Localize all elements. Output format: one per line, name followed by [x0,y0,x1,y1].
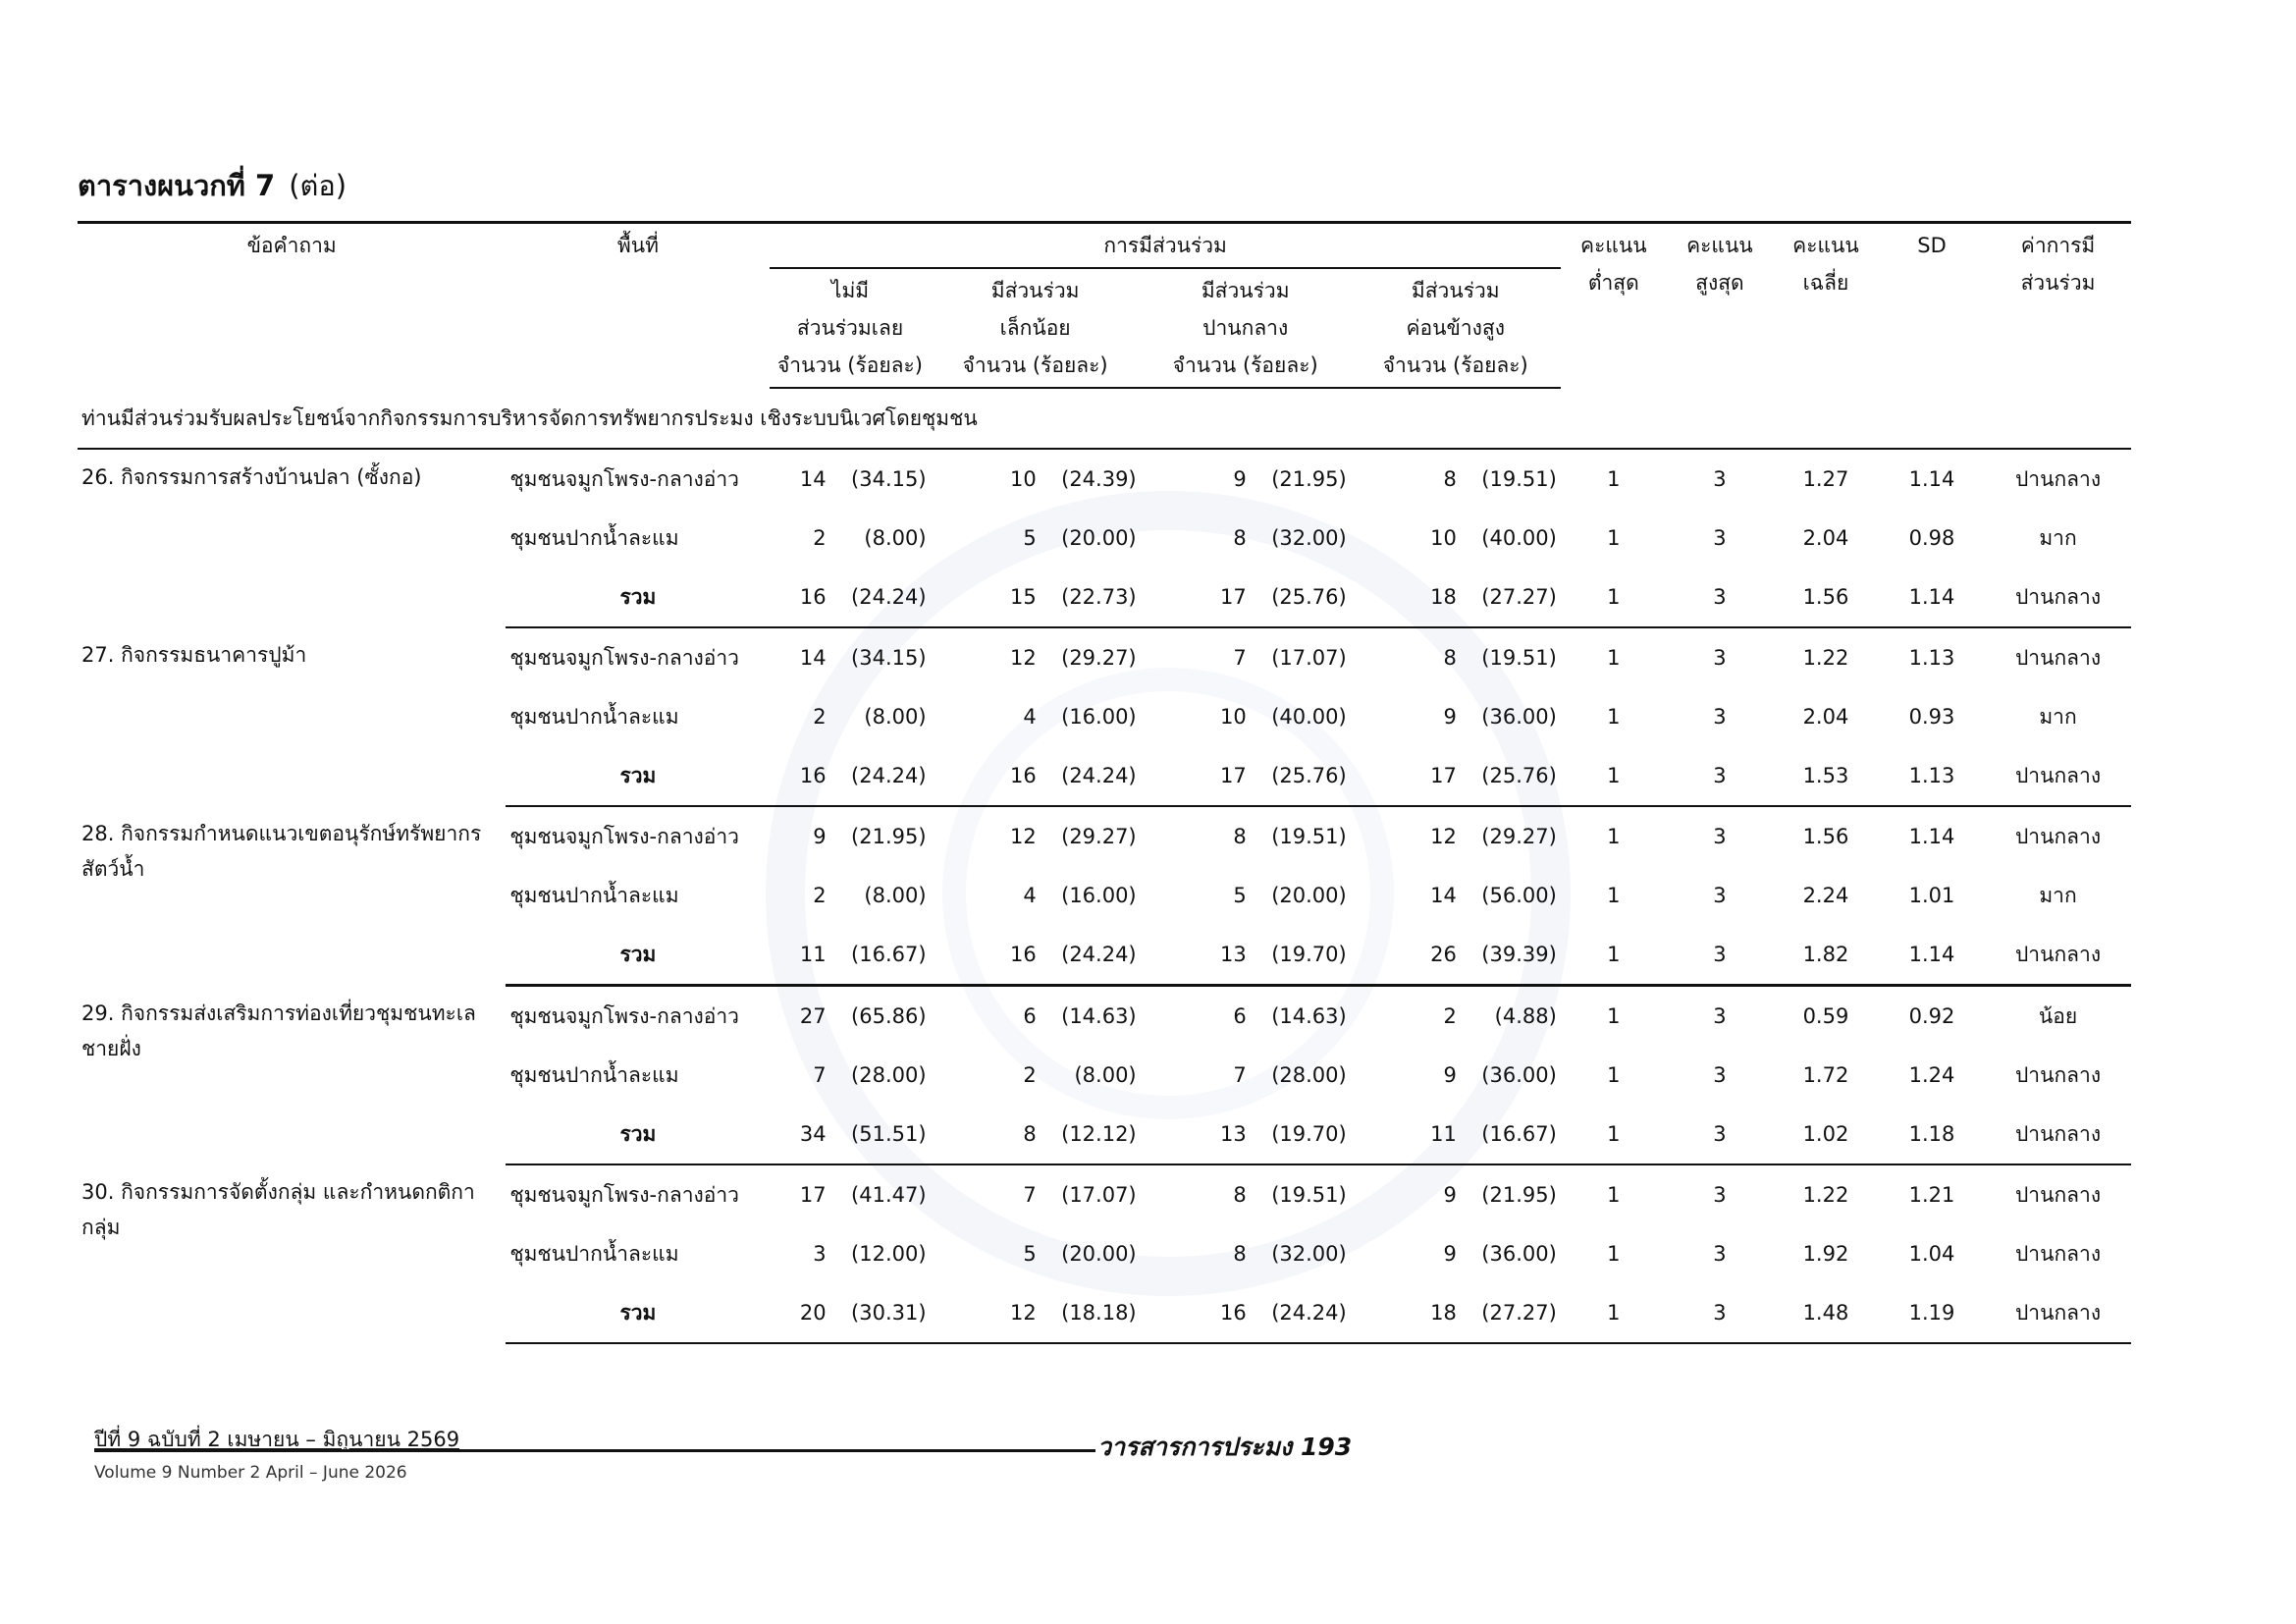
cell-mean: 1.22 [1802,646,1849,670]
cell-p2: (16.00) [1061,884,1137,907]
cell-n2: 8 [931,1105,1041,1164]
cell-p3: (24.24) [1251,1283,1351,1343]
question-cell: 29. กิจกรรมส่งเสริมการท่องเที่ยวชุมชนทะเลชายฝั่ง [81,1001,476,1060]
cell-sd: 1.14 [1879,568,1985,627]
header-level: ค่าการมี ส่วนร่วม [2020,234,2096,295]
table-row [78,806,2131,866]
footer-journal: วารสารการประมง 193 [1097,1433,1353,1461]
cell-p1: (21.95) [851,825,927,848]
cell-max: 3 [1713,1183,1727,1207]
cell-n2: 4 [1023,705,1037,729]
footer-issue-en: Volume 9 Number 2 April – June 2026 [94,1463,407,1483]
cell-n3: 17 [1141,746,1251,806]
header-question: ข้อคำถาม [246,234,337,257]
cell-mean: 2.04 [1802,705,1849,729]
cell-max: 3 [1667,925,1773,986]
cell-sd: 0.92 [1908,1004,1955,1028]
cell-n3: 10 [1220,705,1247,729]
cell-n3: 5 [1233,884,1247,907]
cell-p2: (29.27) [1061,825,1137,848]
cell-min: 1 [1607,646,1621,670]
cell-n4: 18 [1351,568,1461,627]
cell-mean: 2.24 [1802,884,1849,907]
cell-min: 1 [1607,1183,1621,1207]
cell-p2: (16.00) [1061,705,1137,729]
header-sd: SD [1917,234,1947,257]
cell-level: ปานกลาง [1985,1105,2131,1164]
cell-level: น้อย [2038,1003,2078,1028]
cell-n3: 13 [1141,925,1251,986]
cell-n1: 34 [770,1105,829,1164]
cell-p3: (20.00) [1271,884,1347,907]
cell-n4: 9 [1443,1063,1457,1087]
cell-n2: 12 [1009,646,1037,670]
cell-p2: (24.39) [1061,467,1137,491]
cell-sd: 1.18 [1879,1105,1985,1164]
cell-p2: (24.24) [1041,746,1141,806]
cell-n3: 13 [1141,1105,1251,1164]
cell-min: 1 [1561,746,1667,806]
header-level-moderate: มีส่วนร่วม ปานกลาง จำนวน (ร้อยละ) [1141,268,1351,388]
area-cell: ชุมชนปากน้ำละแม [509,1241,679,1266]
cell-p2: (24.24) [1041,925,1141,986]
cell-max: 3 [1667,746,1773,806]
cell-p2: (20.00) [1061,526,1137,550]
cell-p2: (12.12) [1041,1105,1141,1164]
cell-min: 1 [1607,884,1621,907]
cell-mean: 1.56 [1802,825,1849,848]
cell-sd: 1.21 [1908,1183,1955,1207]
cell-n2: 12 [1009,825,1037,848]
cell-p2: (20.00) [1061,1242,1137,1266]
cell-level: ปานกลาง [2014,824,2102,848]
cell-p3: (32.00) [1271,1242,1347,1266]
cell-sd: 0.98 [1908,526,1955,550]
cell-level: ปานกลาง [1985,568,2131,627]
cell-p4: (40.00) [1481,526,1557,550]
cell-mean: 1.02 [1773,1105,1879,1164]
cell-mean: 1.22 [1802,1183,1849,1207]
cell-max: 3 [1713,646,1727,670]
area-cell: ชุมชนปากน้ำละแม [509,1062,679,1087]
cell-sd: 1.14 [1908,467,1955,491]
cell-n3: 8 [1233,1183,1247,1207]
cell-p1: (8.00) [864,884,927,907]
cell-p1: (24.24) [830,746,931,806]
cell-p1: (24.24) [830,568,931,627]
header-participation: การมีส่วนร่วม [770,223,1560,269]
cell-n1: 20 [770,1283,829,1343]
cell-max: 3 [1713,467,1727,491]
cell-n2: 16 [931,925,1041,986]
cell-mean: 1.53 [1773,746,1879,806]
cell-p2: (18.18) [1041,1283,1141,1343]
cell-n1: 14 [799,646,827,670]
cell-min: 1 [1607,825,1621,848]
cell-level: มาก [2039,525,2077,550]
cell-max: 3 [1713,705,1727,729]
cell-p3: (19.70) [1251,1105,1351,1164]
cell-p4: (39.39) [1461,925,1561,986]
area-cell: ชุมชนปากน้ำละแม [509,883,679,907]
cell-sd: 1.19 [1879,1283,1985,1343]
cell-n2: 5 [1023,1242,1037,1266]
cell-n3: 8 [1233,825,1247,848]
table-row [78,627,2131,687]
cell-max: 3 [1713,1004,1727,1028]
cell-n4: 18 [1351,1283,1461,1343]
cell-p1: (34.15) [851,646,927,670]
cell-p4: (36.00) [1481,1063,1557,1087]
cell-mean: 1.56 [1773,568,1879,627]
cell-sd: 1.14 [1879,925,1985,986]
cell-p4: (16.67) [1461,1105,1561,1164]
cell-p1: (16.67) [830,925,931,986]
cell-n4: 26 [1351,925,1461,986]
cell-sd: 1.24 [1908,1063,1955,1087]
cell-p3: (25.76) [1251,568,1351,627]
cell-min: 1 [1561,1283,1667,1343]
cell-p4: (21.95) [1481,1183,1557,1207]
cell-p1: (28.00) [851,1063,927,1087]
title-continued: (ต่อ) [289,169,347,202]
table-body [78,388,2131,1343]
cell-p4: (56.00) [1481,884,1557,907]
cell-n3: 17 [1141,568,1251,627]
cell-max: 3 [1713,884,1727,907]
cell-n4: 17 [1351,746,1461,806]
cell-p4: (29.27) [1481,825,1557,848]
cell-max: 3 [1713,825,1727,848]
cell-sd: 1.13 [1908,646,1955,670]
cell-n3: 7 [1233,646,1247,670]
cell-min: 1 [1561,568,1667,627]
cell-n2: 16 [931,746,1041,806]
cell-n4: 8 [1443,646,1457,670]
intro-row [78,388,2131,449]
area-cell: ชุมชนจมูกโพรง-กลางอ่าว [509,824,739,848]
cell-n1: 16 [770,568,829,627]
cell-max: 3 [1713,1063,1727,1087]
cell-n3: 8 [1233,526,1247,550]
cell-n2: 10 [1009,467,1037,491]
cell-min: 1 [1607,526,1621,550]
header-level-little: มีส่วนร่วม เล็กน้อย จำนวน (ร้อยละ) [931,268,1141,388]
area-cell: ชุมชนปากน้ำละแม [509,525,679,550]
cell-n3: 16 [1141,1283,1251,1343]
cell-max: 3 [1713,526,1727,550]
cell-n1: 2 [813,526,827,550]
cell-max: 3 [1667,568,1773,627]
area-cell: ชุมชนจมูกโพรง-กลางอ่าว [509,645,739,670]
cell-min: 1 [1607,467,1621,491]
cell-mean: 0.59 [1802,1004,1849,1028]
cell-n4: 14 [1430,884,1457,907]
cell-p1: (8.00) [864,705,927,729]
header-mean: คะแนน เฉลี่ย [1792,234,1859,295]
header-level-none: ไม่มี ส่วนร่วมเลย จำนวน (ร้อยละ) [770,268,930,388]
table-row [78,1164,2131,1224]
cell-n2: 4 [1023,884,1037,907]
cell-p4: (36.00) [1481,1242,1557,1266]
cell-p2: (17.07) [1061,1183,1137,1207]
title-main: ตารางผนวกที่ 7 [78,169,276,202]
cell-min: 1 [1561,925,1667,986]
area-cell: รวม [506,1105,770,1164]
cell-sd: 1.14 [1908,825,1955,848]
cell-n2: 12 [931,1283,1041,1343]
cell-min: 1 [1607,1063,1621,1087]
cell-n3: 6 [1233,1004,1247,1028]
cell-n4: 9 [1443,705,1457,729]
cell-p3: (28.00) [1271,1063,1347,1087]
cell-n1: 17 [799,1183,827,1207]
cell-n1: 27 [799,1004,827,1028]
question-cell: 27. กิจกรรมธนาคารปูม้า [81,643,307,667]
cell-mean: 1.92 [1802,1242,1849,1266]
cell-p1: (51.51) [830,1105,931,1164]
cell-p3: (19.51) [1271,1183,1347,1207]
cell-min: 1 [1607,705,1621,729]
question-cell: 26. กิจกรรมการสร้างบ้านปลา (ซั้งกอ) [81,465,422,489]
cell-level: มาก [2039,883,2077,907]
area-cell: รวม [506,925,770,986]
cell-n4: 9 [1443,1183,1457,1207]
cell-p4: (19.51) [1481,646,1557,670]
cell-p2: (8.00) [1074,1063,1137,1087]
table-title [78,163,347,208]
footer-issue-th: ปีที่ 9 ฉบับที่ 2 เมษายน – มิถุนายน 2569 [94,1428,460,1451]
cell-min: 1 [1607,1242,1621,1266]
cell-min: 1 [1607,1004,1621,1028]
cell-p4: (36.00) [1481,705,1557,729]
cell-n4: 9 [1443,1242,1457,1266]
header-min: คะแนน ต่ำสุด [1580,234,1647,295]
cell-level: ปานกลาง [1985,925,2131,986]
cell-n2: 6 [1023,1004,1037,1028]
header-area: พื้นที่ [616,234,659,257]
question-cell: 28. กิจกรรมกำหนดแนวเขตอนุรักษ์ทรัพยากรสัตว์น้ำ [81,822,482,881]
cell-n4: 11 [1351,1105,1461,1164]
cell-n2: 5 [1023,526,1037,550]
cell-n1: 7 [813,1063,827,1087]
cell-p3: (21.95) [1271,467,1347,491]
table-row [78,449,2131,509]
cell-p2: (14.63) [1061,1004,1137,1028]
cell-p2: (22.73) [1041,568,1141,627]
cell-min: 1 [1561,1105,1667,1164]
cell-p1: (12.00) [851,1242,927,1266]
header-max: คะแนน สูงสุด [1686,234,1753,295]
cell-level: ปานกลาง [1985,1283,2131,1343]
cell-sd: 1.13 [1879,746,1985,806]
cell-p3: (40.00) [1271,705,1347,729]
cell-max: 3 [1667,1105,1773,1164]
footer-rule [94,1449,1095,1452]
cell-level: มาก [2039,704,2077,729]
cell-n2: 7 [1023,1183,1037,1207]
cell-n4: 2 [1443,1004,1457,1028]
cell-p4: (27.27) [1461,568,1561,627]
cell-sd: 0.93 [1908,705,1955,729]
cell-p3: (19.51) [1271,825,1347,848]
cell-p4: (25.76) [1461,746,1561,806]
area-cell: ชุมชนปากน้ำละแม [509,704,679,729]
cell-n1: 3 [813,1242,827,1266]
area-cell: ชุมชนจมูกโพรง-กลางอ่าว [509,466,739,491]
cell-level: ปานกลาง [2014,645,2102,670]
cell-mean: 2.04 [1802,526,1849,550]
cell-mean: 1.27 [1802,467,1849,491]
cell-p3: (25.76) [1251,746,1351,806]
cell-p1: (30.31) [830,1283,931,1343]
cell-n4: 10 [1430,526,1457,550]
area-cell: รวม [506,746,770,806]
header-level-high: มีส่วนร่วม ค่อนข้างสูง จำนวน (ร้อยละ) [1351,268,1561,388]
cell-p1: (65.86) [851,1004,927,1028]
cell-p4: (27.27) [1461,1283,1561,1343]
cell-n2: 15 [931,568,1041,627]
cell-p3: (14.63) [1271,1004,1347,1028]
cell-sd: 1.04 [1908,1242,1955,1266]
cell-n2: 2 [1023,1063,1037,1087]
cell-n4: 8 [1443,467,1457,491]
area-cell: รวม [506,1283,770,1343]
cell-n1: 2 [813,705,827,729]
appendix-table [78,221,2131,1344]
table-header [78,223,2131,389]
area-cell: รวม [506,568,770,627]
cell-n1: 9 [813,825,827,848]
question-cell: 30. กิจกรรมการจัดตั้งกลุ่ม และกำหนดกติกากลุ่ม [81,1180,475,1239]
cell-p1: (41.47) [851,1183,927,1207]
cell-p3: (32.00) [1271,526,1347,550]
cell-n3: 8 [1233,1242,1247,1266]
cell-mean: 1.48 [1773,1283,1879,1343]
table-row [78,986,2131,1047]
cell-level: ปานกลาง [1985,746,2131,806]
cell-n1: 11 [770,925,829,986]
cell-p3: (17.07) [1271,646,1347,670]
cell-max: 3 [1713,1242,1727,1266]
cell-p3: (19.70) [1251,925,1351,986]
cell-n4: 12 [1430,825,1457,848]
cell-n3: 9 [1233,467,1247,491]
cell-p1: (8.00) [864,526,927,550]
cell-level: ปานกลาง [2014,1062,2102,1087]
cell-level: ปานกลาง [2014,1241,2102,1266]
cell-n1: 14 [799,467,827,491]
cell-max: 3 [1667,1283,1773,1343]
cell-p4: (4.88) [1494,1004,1557,1028]
cell-n3: 7 [1233,1063,1247,1087]
intro-text: ท่านมีส่วนร่วมรับผลประโยชน์จากกิจกรรมการบริหารจัดการทรัพยากรประมง เชิงระบบนิเวศโดยชุมชน [81,406,978,430]
cell-mean: 1.82 [1773,925,1879,986]
cell-p1: (34.15) [851,467,927,491]
cell-mean: 1.72 [1802,1063,1849,1087]
cell-p4: (19.51) [1481,467,1557,491]
area-cell: ชุมชนจมูกโพรง-กลางอ่าว [509,1003,739,1028]
cell-level: ปานกลาง [2014,1182,2102,1207]
cell-n1: 2 [813,884,827,907]
cell-sd: 1.01 [1908,884,1955,907]
cell-level: ปานกลาง [2014,466,2102,491]
area-cell: ชุมชนจมูกโพรง-กลางอ่าว [509,1182,739,1207]
cell-n1: 16 [770,746,829,806]
cell-p2: (29.27) [1061,646,1137,670]
